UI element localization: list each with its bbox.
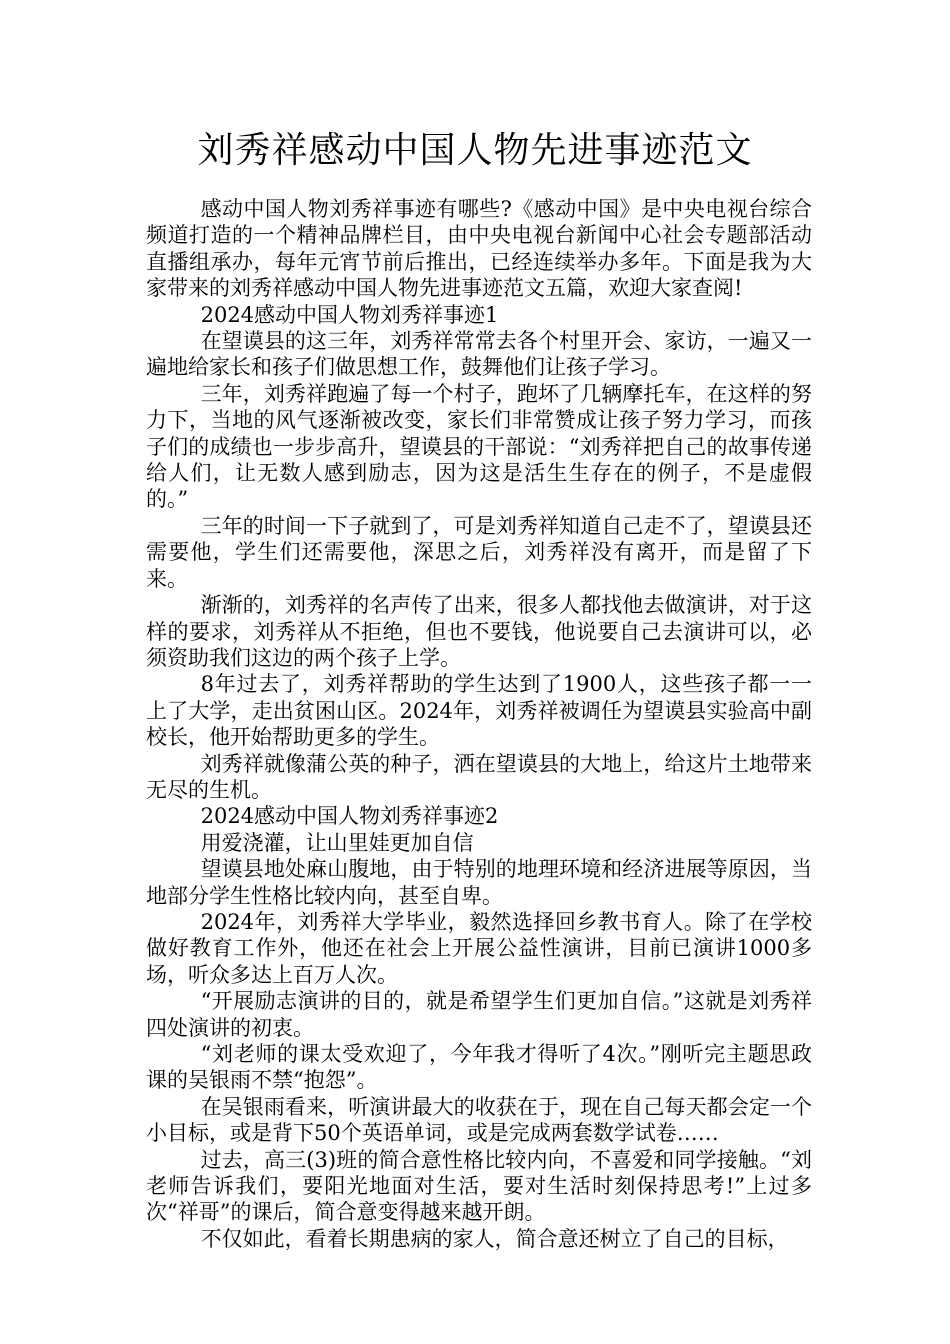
body-paragraph: 刘秀祥就像蒲公英的种子，洒在望谟县的大地上，给这片土地带来无尽的生机。 (146, 751, 812, 802)
body-paragraph: 2024年，刘秀祥大学毕业，毅然选择回乡教书育人。除了在学校做好教育工作外，他还在社会上开展公益性演讲，目前已演讲1000多场，听众多达上百万人次。 (146, 909, 812, 987)
subheading: 用爱浇灌，让山里娃更加自信 (200, 830, 474, 855)
body-paragraph: “刘老师的课太受欢迎了，今年我才得听了4次。”刚听完主题思政课的吴银雨不禁“抱怨”。 (146, 1042, 812, 1093)
document-body (146, 196, 812, 1252)
body-paragraph: 渐渐的，刘秀祥的名声传了出来，很多人都找他去做演讲，对于这样的要求，刘秀祥从不拒绝，但也不要钱，他说要自己去演讲可以，必须资助我们这边的两个孩子上学。 (146, 593, 812, 670)
body-paragraph: 望谟县地处麻山腹地，由于特别的地理环境和经济进展等原因，当地部分学生性格比较内向，甚至自卑。 (146, 857, 812, 908)
body-paragraph: 三年，刘秀祥跑遍了每一个村子，跑坏了几辆摩托车，在这样的努力下，当地的风气逐渐被改变，家长们非常赞成让孩子努力学习，而孩子们的成绩也一步步高升，望谟县的干部说：“刘秀祥把自己的故事传递给人们，让无数人感到励志，因为这是活生生存在的例子，不是虚假的。” (146, 381, 812, 512)
body-paragraph: 过去，高三(3)班的简合意性格比较内向，不喜爱和同学接触。“刘老师告诉我们，要阳光地面对生活，要对生活时刻保持思考!”上过多次“祥哥”的课后，简合意变得越来越开朗。 (146, 1147, 812, 1225)
body-paragraph: 8年过去了，刘秀祥帮助的学生达到了1900人，这些孩子都一一上了大学，走出贫困山区。2024年，刘秀祥被调任为望谟县实验高中副校长，他开始帮助更多的学生。 (146, 672, 812, 750)
section-heading-1: 2024感动中国人物刘秀祥事迹1 (200, 302, 499, 327)
body-paragraph: 不仅如此，看着长期患病的家人，简合意还树立了自己的目标， (200, 1226, 789, 1251)
body-paragraph: 三年的时间一下子就到了，可是刘秀祥知道自己走不了，望谟县还需要他，学生们还需要他，深思之后，刘秀祥没有离开，而是留了下来。 (146, 513, 812, 591)
intro-paragraph: 感动中国人物刘秀祥事迹有哪些?《感动中国》是中央电视台综合频道打造的一个精神品牌栏目，由中央电视台新闻中心社会专题部活动直播组承办，每年元宵节前后推出，已经连续举办多年。下面是我为大家带来的刘秀祥感动中国人物先进事迹范文五篇，欢迎大家查阅! (146, 197, 812, 301)
section-heading-2: 2024感动中国人物刘秀祥事迹2 (200, 804, 499, 829)
body-paragraph: 在望谟县的这三年，刘秀祥常常去各个村里开会、家访，一遍又一遍地给家长和孩子们做思想工作，鼓舞他们让孩子学习。 (146, 329, 812, 380)
document-title: 刘秀祥感动中国人物先进事迹范文 (197, 130, 753, 171)
body-paragraph: 在吴银雨看来，听演讲最大的收获在于，现在自己每天都会定一个小目标，或是背下50个英语单词，或是完成两套数学试卷…… (146, 1094, 812, 1146)
body-paragraph: “开展励志演讲的目的，就是希望学生们更加自信。”这就是刘秀祥四处演讲的初衷。 (146, 989, 812, 1040)
